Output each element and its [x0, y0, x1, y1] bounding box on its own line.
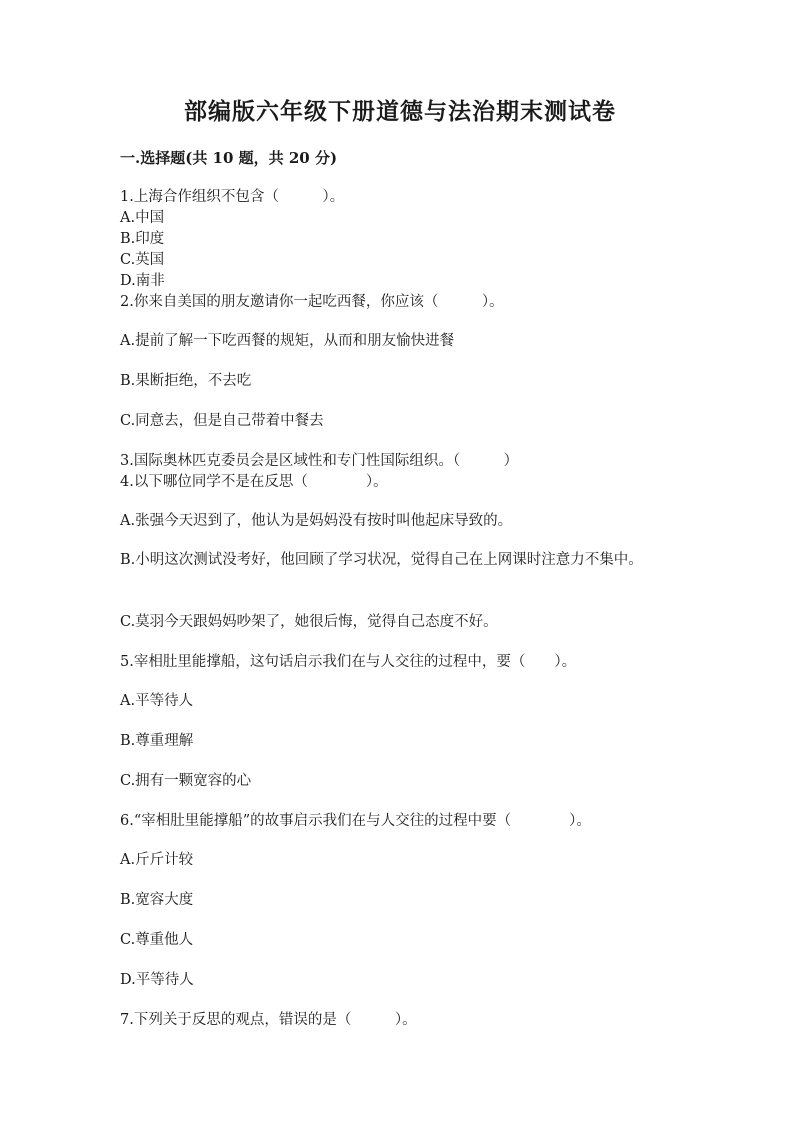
question-5-stem: 5.宰相肚里能撑船，这句话启示我们在与人交往的过程中，要（ ）。 — [120, 654, 577, 670]
question-1-stem: 1.上海合作组织不包含（ ）。 — [120, 189, 345, 205]
question-6-stem: 6.“宰相肚里能撑船”的故事启示我们在与人交往的过程中要（ ）。 — [120, 813, 591, 829]
question-2-option-c: C.同意去，但是自己带着中餐去 — [120, 413, 324, 429]
question-4-option-a: A.张强今天迟到了，他认为是妈妈没有按时叫他起床导致的。 — [120, 513, 513, 529]
question-4-stem: 4.以下哪位同学不是在反思（ ）。 — [120, 474, 388, 490]
question-4-option-c: C.莫羽今天跟妈妈吵架了，她很后悔，觉得自己态度不好。 — [120, 614, 498, 630]
question-6-option-a: A.斤斤计较 — [120, 852, 194, 868]
question-2-option-b: B.果断拒绝，不去吃 — [120, 373, 252, 389]
question-3-stem: 3.国际奥林匹克委员会是区域性和专门性国际组织。（ ） — [120, 453, 519, 469]
question-2-option-a: A.提前了解一下吃西餐的规矩，从而和朋友愉快进餐 — [120, 333, 455, 349]
question-6-option-b: B.宽容大度 — [120, 892, 194, 908]
question-4-option-b: B.小明这次测试没考好，他回顾了学习状况，觉得自己在上网课时注意力不集中。 — [120, 552, 643, 568]
question-1-option-d: D.南非 — [120, 273, 165, 289]
question-2-stem: 2.你来自美国的朋友邀请你一起吃西餐，你应该（ ）。 — [120, 294, 504, 310]
question-5-option-c: C.拥有一颗宽容的心 — [120, 773, 252, 789]
question-6-option-d: D.平等待人 — [120, 972, 194, 988]
question-5-option-b: B.尊重理解 — [120, 733, 194, 749]
question-1-option-b: B.印度 — [120, 231, 165, 247]
question-1-option-a: A.中国 — [120, 210, 165, 226]
question-6-option-c: C.尊重他人 — [120, 932, 194, 948]
section-heading: 一.选择题(共 10 题，共 20 分) — [120, 149, 338, 167]
question-7-stem: 7.下列关于反思的观点，错误的是（ ）。 — [120, 1012, 417, 1028]
question-5-option-a: A.平等待人 — [120, 693, 194, 709]
question-1-option-c: C.英国 — [120, 252, 165, 268]
exam-title: 部编版六年级下册道德与法治期末测试卷 — [184, 98, 616, 125]
